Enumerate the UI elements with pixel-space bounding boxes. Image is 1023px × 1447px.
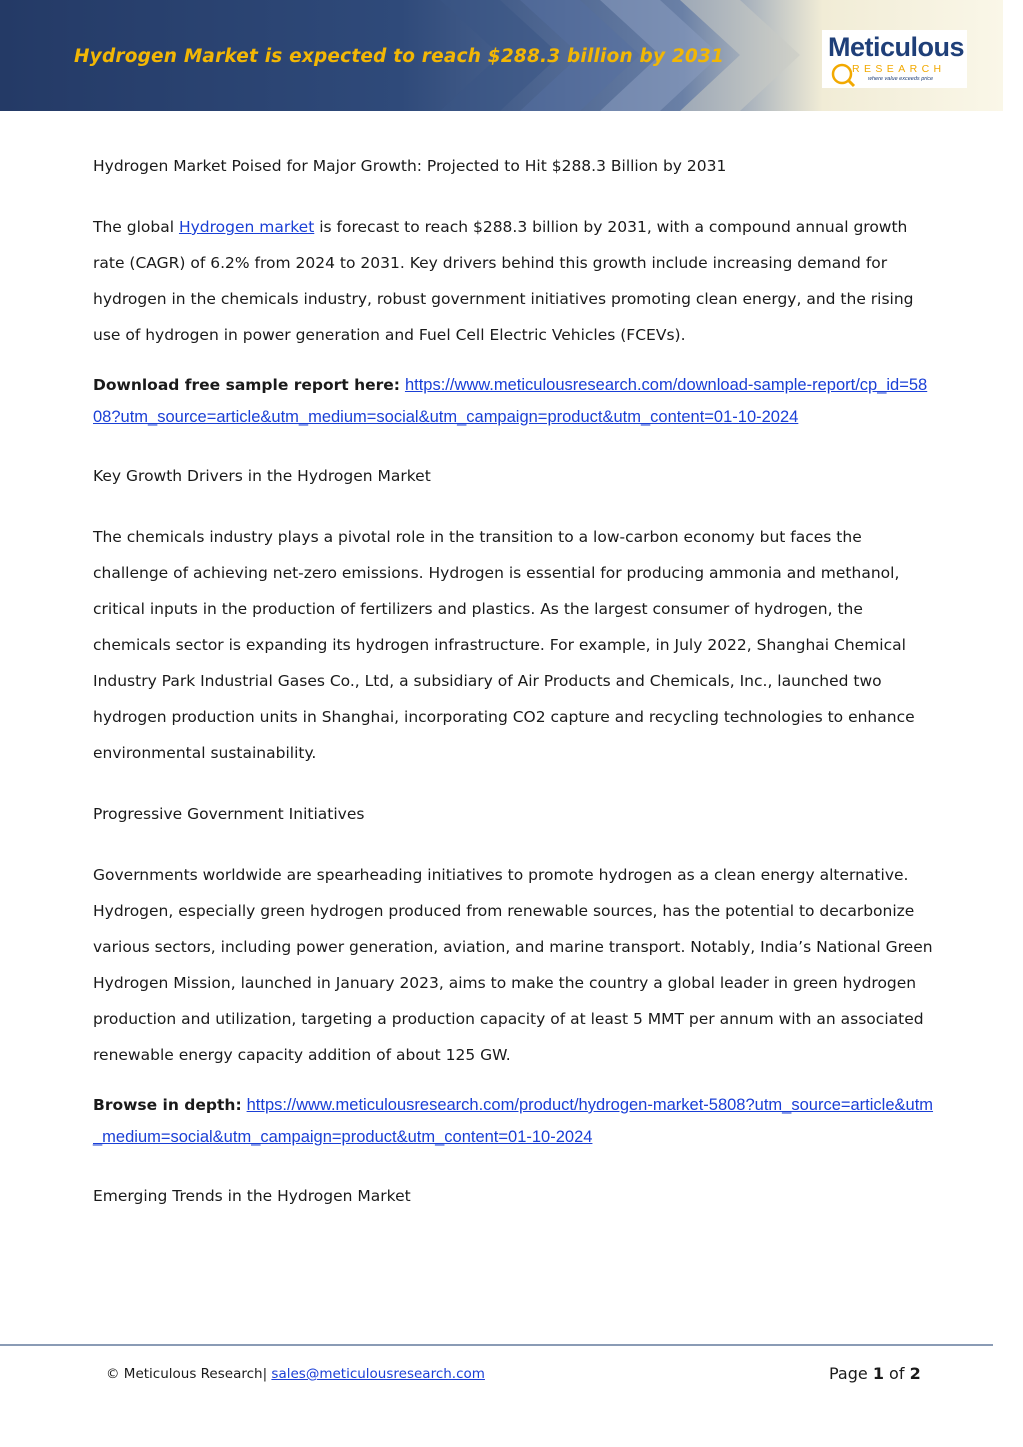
copyright-text: © Meticulous Research| <box>106 1366 272 1382</box>
section-heading-government: Progressive Government Initiatives <box>93 805 365 823</box>
intro-text-before: The global <box>93 218 179 236</box>
hydrogen-market-link[interactable]: Hydrogen market <box>178 218 315 236</box>
intro-paragraph <box>93 209 935 353</box>
browse-link[interactable]: https://www.meticulousresearch.com/product/hydrogen-market-5808?utm_source=article&utm_medium=social&utm_campaign=product&utm_content=01-10-2024 <box>93 1096 934 1146</box>
article-headline: Hydrogen Market Poised for Major Growth: Projected to Hit $288.3 Billion by 2031 <box>93 157 727 175</box>
header-banner <box>0 0 1003 111</box>
section-government-body: Governments worldwide are spearheading initiatives to promote hydrogen as a clean energy alternative. Hydrogen, especially green hydrogen produced from renewable sources, has the potential to decarbonize various sectors, including power generation, aviation, and marine transport. Notably, India’s National Green Hydrogen Mission, launched in January 2023, aims to make the country a global leader in green hydrogen production and utilization, targeting a production capacity of at least 5 MMT per annum with an associated renewable energy capacity addition of about 125 GW. <box>93 866 933 1064</box>
footer-divider <box>0 1344 993 1346</box>
section-heading-growth-drivers: Key Growth Drivers in the Hydrogen Market <box>93 467 431 485</box>
page-current: 1 <box>872 1364 884 1383</box>
browse-paragraph <box>93 1089 935 1153</box>
browse-label: Browse in depth: <box>93 1096 242 1114</box>
page-prefix: Page <box>829 1364 873 1383</box>
intro-text-after: is forecast to reach $288.3 billion by 2031, with a compound annual growth rate (CAGR) of 6.2% from 2024 to 2031. Key drivers behind this growth include increasing demand for hydrogen in the chemicals industry, robust government initiatives promoting clean energy, and the rising use of hydrogen in power generation and Fuel Cell Electric Vehicles (FCEVs). <box>93 218 914 344</box>
page-of: of <box>883 1364 910 1383</box>
section-heading-trends: Emerging Trends in the Hydrogen Market <box>93 1187 411 1205</box>
footer-copyright <box>106 1366 485 1382</box>
logo-subtitle: RESEARCH <box>852 63 946 75</box>
sample-report-link[interactable]: https://www.meticulousresearch.com/download-sample-report/cp_id=5808?utm_source=article&utm_medium=social&utm_campaign=product&utm_content=01-10-2024 <box>93 376 928 426</box>
logo-tagline: where value exceeds price <box>868 76 934 82</box>
sample-report-label: Download free sample report here: <box>93 376 400 394</box>
sample-report-paragraph <box>93 369 935 433</box>
page-total: 2 <box>909 1364 921 1383</box>
page-number <box>829 1364 921 1383</box>
company-logo[interactable] <box>822 30 967 88</box>
section-growth-drivers-body: The chemicals industry plays a pivotal role in the transition to a low-carbon economy but faces the challenge of achieving net-zero emissions. Hydrogen is essential for producing ammonia and methanol, critical inputs in the production of fertilizers and plastics. As the largest consumer of hydrogen, the chemicals sector is expanding its hydrogen infrastructure. For example, in July 2022, Shanghai Chemical Industry Park Industrial Gases Co., Ltd, a subsidiary of Air Products and Chemicals, Inc., launched two hydrogen production units in Shanghai, incorporating CO2 capture and recycling technologies to enhance environmental sustainability. <box>93 528 915 762</box>
footer-email-link[interactable]: sales@meticulousresearch.com <box>271 1366 485 1382</box>
article-body <box>93 148 935 1214</box>
logo-name: Meticulous <box>828 32 965 62</box>
banner-title: Hydrogen Market is expected to reach $288.3 billion by 2031 <box>74 46 725 67</box>
